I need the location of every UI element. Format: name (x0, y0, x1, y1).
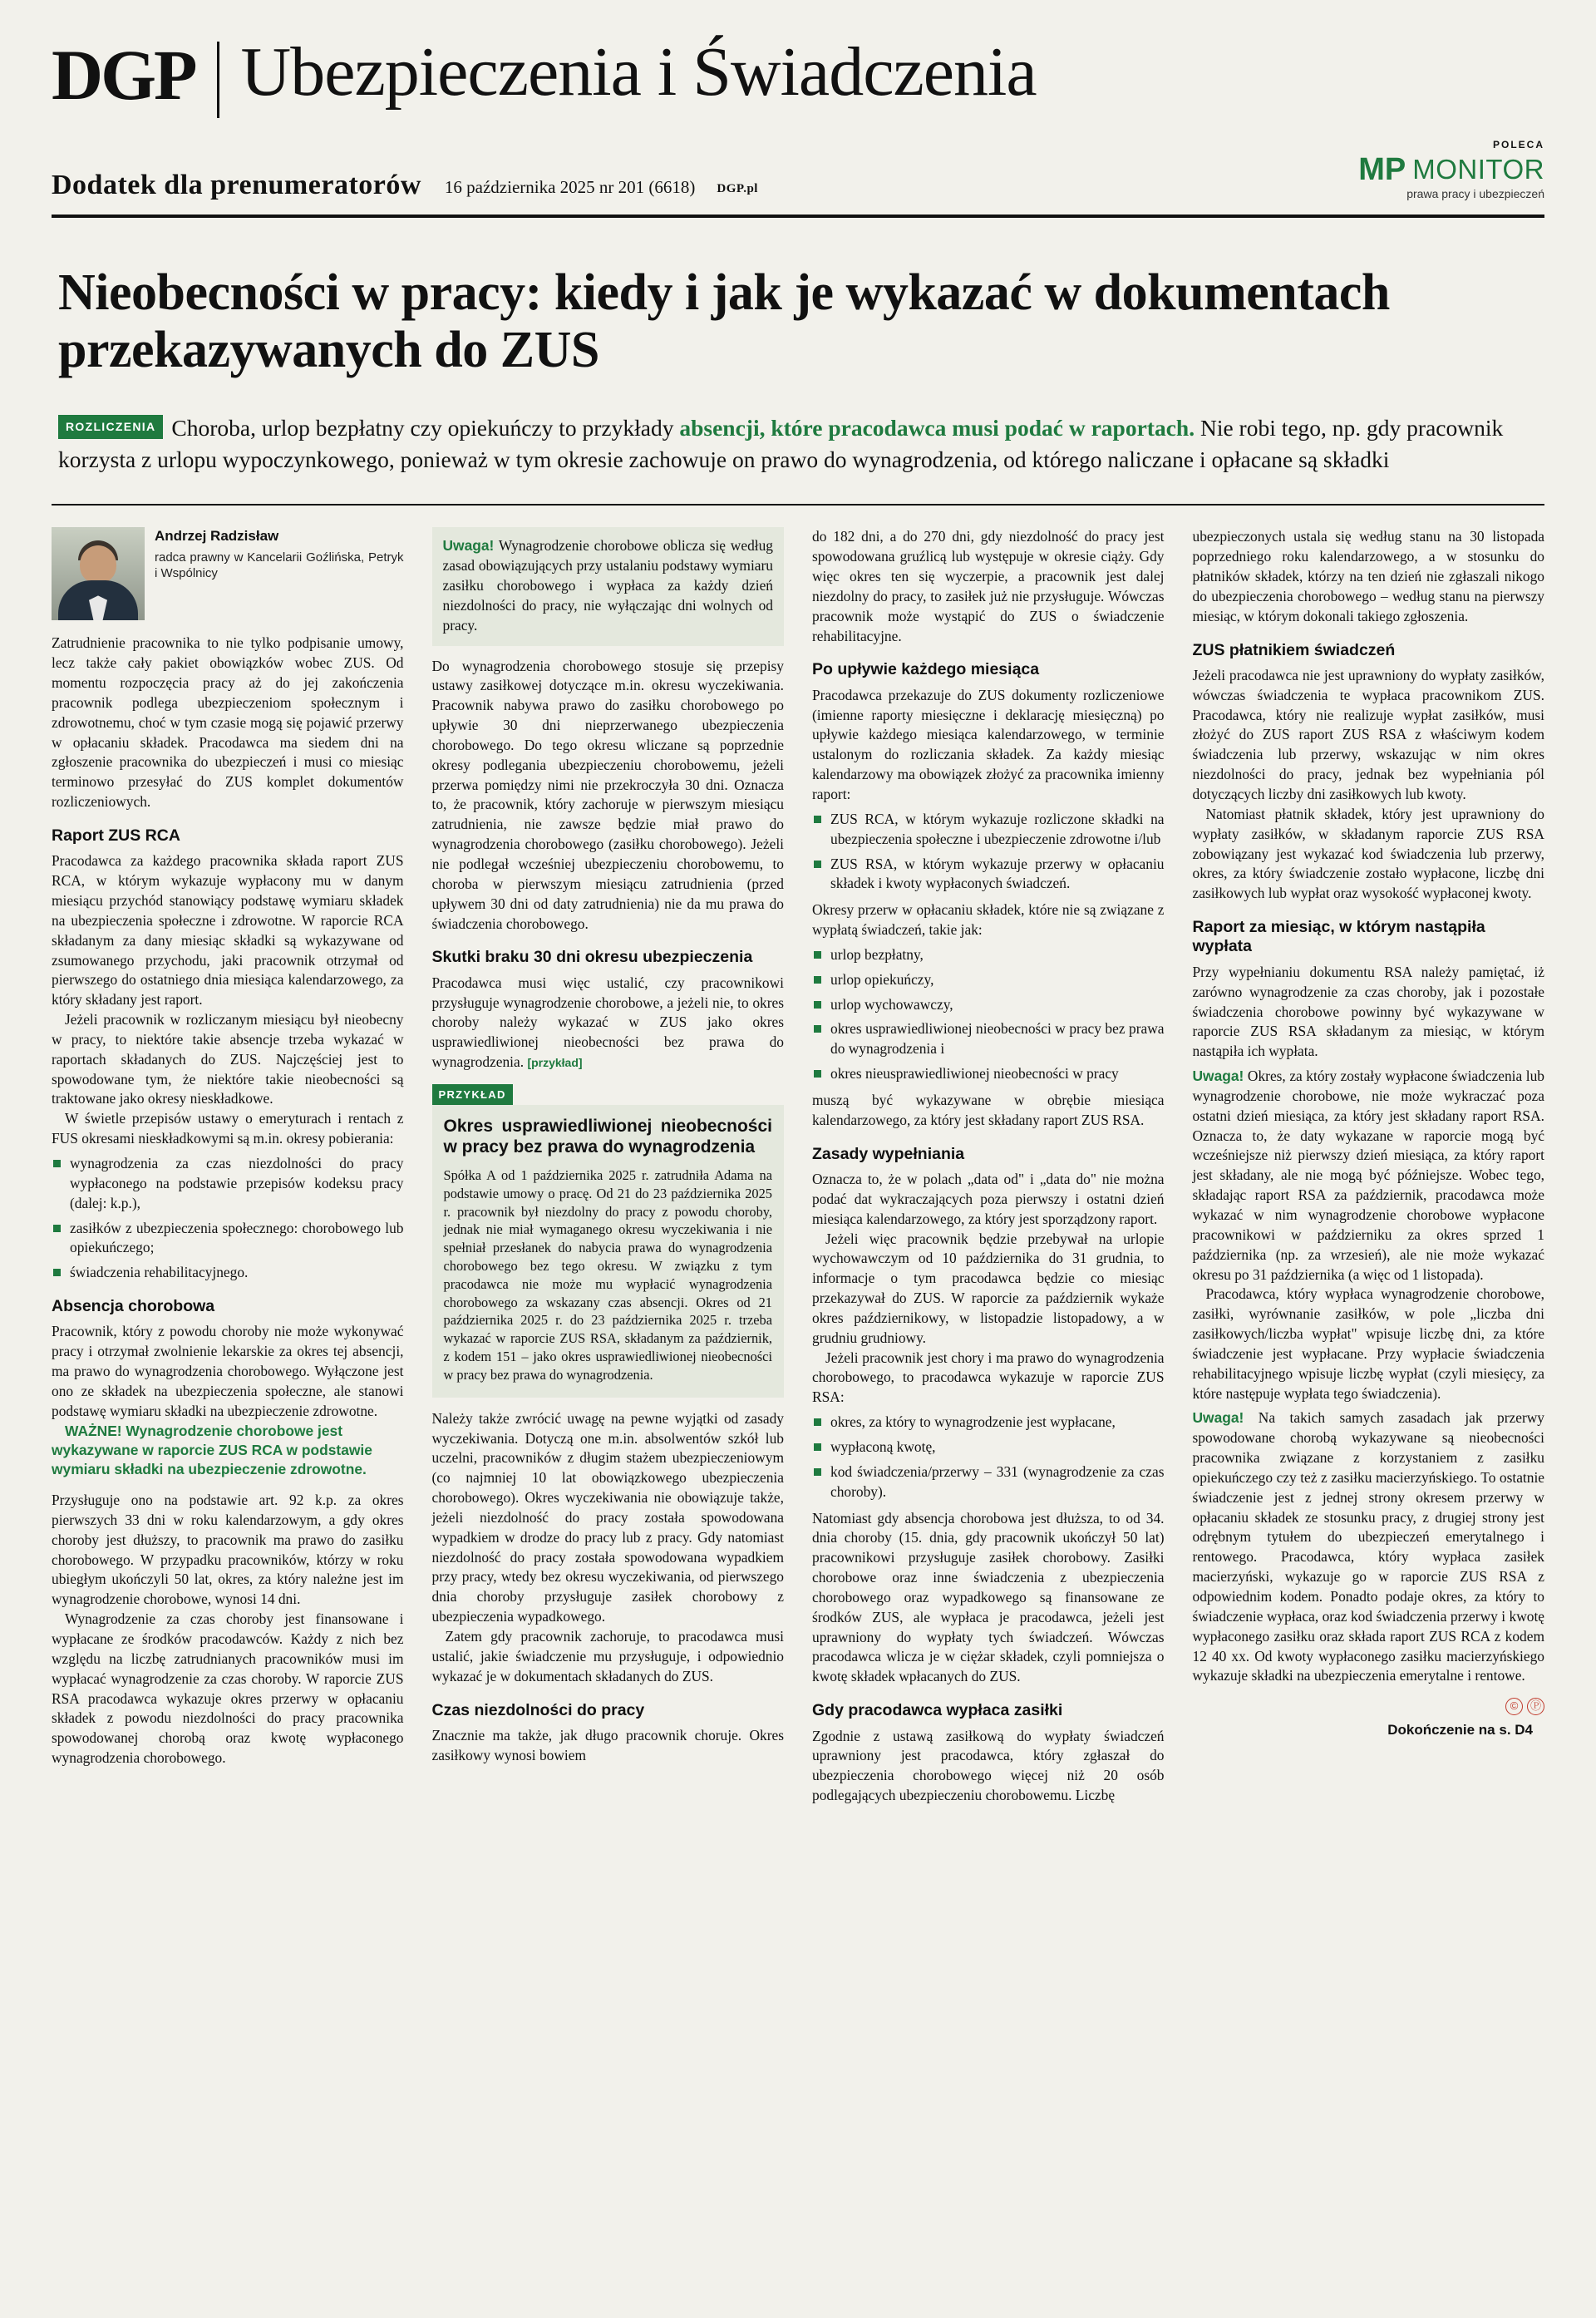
wazne-text: Wynagrodzenie chorobowe jest wykazywane w raporcie ZUS RCA w podstawie wymiaru składki na ubezpieczenie zdrowotne. (52, 1422, 372, 1477)
paragraph: Okresy przerw w opłacaniu składek, które nie są związane z wypłatą świadczeń, takie jak: (812, 901, 1165, 939)
list-rsa-wynagrodzenie (812, 1413, 1165, 1502)
section-heading-czas-niezdolnosci: Czas niezdolności do pracy (431, 1700, 645, 1719)
section-heading-po-uplywie-miesiaca: Po upływie każdego miesiąca (812, 660, 1040, 679)
masthead (52, 33, 1544, 118)
paragraph: Natomiast gdy absencja chorobowa jest dłuższa, to od 34. dnia choroby (15. dnia, gdy pracownik ukończył 50 lat) pracownikowi przysługuje zasiłek chorobowy. Zasiłki chorobowe oraz inne świadczenia z ubezpieczenia chorobowego oraz wypadkowego są finansowane ze środków ZUS, ale wypłaca je pracodawca, jeżeli jest uprawniony do wypłaty tych świadczeń. Wówczas pracodawca wlicza je w ciężar składek, czyli pomniejsza o kwotę składek wpłacanych do ZUS. (812, 1509, 1165, 1685)
paragraph: do 182 dni, a do 270 dni, gdy niezdolność do pracy jest spowodowana gruźlicą lub występuje w okresie ciąży. Gdy więc okres ten się wyczerpie, a pracownik jest dalej niezdolny do pracy, to zasiłek już nie przysługuje. Wówczas pracownik może wystąpić do ZUS o świadczenie rehabilitacyjne. (812, 528, 1165, 644)
list-item: zasiłków z ubezpieczenia społecznego: chorobowego lub opiekuńczego; (52, 1219, 404, 1259)
copyright-icon: © (1505, 1698, 1523, 1715)
list-item: świadczenia rehabilitacyjnego. (52, 1263, 404, 1283)
paragraph: Przy wypełnianiu dokumentu RSA należy pamiętać, iż zarówno wynagrodzenie za czas choroby, jak i pozostałe świadczenia chorobowe powinny być wykazywane w raporcie ZUS RSA składanym za miesiąc, w którym nastąpiła ich wypłata. (1192, 963, 1544, 1060)
column-1 (52, 527, 404, 1806)
lead-highlight: absencji, które pracodawca musi podać w raportach. (679, 415, 1195, 441)
list-item: wypłaconą kwotę, (812, 1438, 1165, 1457)
copyright-marks (1193, 1698, 1545, 1715)
paragraph: Pracodawca za każdego pracownika składa raport ZUS RCA, w którym wykazuje wypłacony mu w danym miesiącu przychód stanowiący podstawę wymiaru składek na ubezpieczenia społeczne i zdrowotne. W raporcie RCA składanym za dany miesiąc składki są wykazywane od zsumowanego przychodu, jaki pracownik otrzymał od pierwszego do ostatniego dnia miesiąca kalendarzowego, za który składany jest raport. (52, 852, 404, 1009)
masthead-rule (52, 215, 1544, 218)
masthead-title: Ubezpieczenia i Świadczenia (240, 33, 1037, 111)
uwaga-label: Uwaga! (442, 537, 495, 555)
list-item: urlop opiekuńczy, (812, 970, 1165, 990)
list-item: okres, za który to wynagrodzenie jest wypłacane, (812, 1413, 1165, 1433)
section-heading-raport-za-miesiac: Raport za miesiąc, w którym nastąpiła wypłata (1192, 918, 1485, 956)
paragraph: Jeżeli pracownik w rozliczanym miesiącu był nieobecny w pracy, to niektóre takie absencje trzeba wykazać w raportach składanych do ZUS. Najczęściej jest to spowodowane tym, że niektóre takie nieobecności są traktowane jako okresy nieskładkowe. (52, 1011, 404, 1107)
author-photo (52, 527, 145, 620)
section-heading-zasady-wypelniania: Zasady wypełniania (812, 1144, 965, 1163)
category-badge: ROZLICZENIA (58, 415, 163, 438)
paragraph: Zgodnie z ustawą zasiłkową do wypłaty świadczeń uprawniony jest pracodawca, który zgłaszał do ubezpieczenia chorobowego więcej niż 20 osób podlegających ubezpieczeniu chorobowemu. Liczbę (812, 1727, 1165, 1804)
paragraph: ubezpieczonych ustala się według stanu na 30 listopada poprzedniego roku kalendarzowego, a w stosunku do płatników składek, którzy na ten dzień nie zgłaszali nikogo do ubezpieczenia chorobowego – według stanu na pierwszy miesiąc, w którym dokonali takiego zgłoszenia. (1192, 528, 1544, 624)
column-2 (432, 527, 785, 1806)
przyklad-badge: PRZYKŁAD (432, 1084, 513, 1105)
list-przerwy (812, 945, 1165, 1084)
uwaga-text: Na takich samych zasadach jak przerwy spowodowane chorobą wykazywane są nieobecności pracownika związane z korzystaniem z zasiłku opiekuńczego czy też z zasiłku macierzyńskiego. To ostatnie świadczenie jest z jednej strony okresem przerwy w opłacaniu składek ze stosunku pracy, z drugiej strony jest odrębnym tytułem do ubezpieczeń emerytalnego i rentowego. Pracodawca, który wypłaca zasiłek macierzyński, wykazuje go w raporcie ZUS RSA z odpowiednim kodem. Ponadto podaje okres, za który to świadczenie wypłaca, oraz kod świadczenia przerwy i kwotę wypłaconego zasiłku oraz składa raport ZUS RCA z kodem 12 40 xx. Od kwoty wypłaconego zasiłku macierzyńskiego wykazuje składki na ubezpieczenia emerytalne i rentowe. (1192, 1409, 1544, 1684)
paragraph (432, 974, 785, 1073)
paragraph: Pracodawca, który wypłaca wynagrodzenie chorobowe, zasiłki, wyrównanie zasiłków, w pole „liczba dni zasiłkowych/liczba wypłat" wpisuje liczbę dni, za które świadczenie jest wypłacane. Przy wypłacie świadczenia rehabilitacyjnego wpisuje liczbę wypłat (czyli miesięcy, za które następuje wypłata tego świadczenia). (1192, 1285, 1544, 1402)
list-item: kod świadczenia/przerwy – 331 (wynagrodzenie za czas choroby). (812, 1462, 1165, 1502)
paragraph: muszą być wykazywane w obrębie miesiąca kalendarzowego, za który jest składany raport ZUS RSA. (812, 1091, 1165, 1128)
lead-rule (52, 504, 1544, 506)
paragraph: Jeżeli pracownik jest chory i ma prawo do wynagrodzenia chorobowego, to pracodawca wykazuje w raporcie ZUS RSA: (812, 1349, 1165, 1406)
paragraph: Znacznie ma także, jak długo pracownik choruje. Okres zasiłkowy wynosi bowiem (431, 1726, 784, 1763)
paragraph: Zatrudnienie pracownika to nie tylko podpisanie umowy, lecz także cały pakiet obowiązków wobec ZUS. Od momentu rozpoczęcia pracy aż do jej zakończenia pracownik podlega ubezpieczeniom społecznym i zdrowotnemu, choć w tym czasie mogą się pojawić przerwy w opłacaniu składek. Pracodawca ma siedem dni na zgłoszenie pracownika do ubezpieczeń i musi co miesiąc terminowo przesyłać do ZUS komplet dokumentów rozliczeniowych. (52, 634, 404, 811)
list-okresy-nieskladkowe (52, 1154, 404, 1283)
list-item: okres usprawiedliwionej nieobecności w pracy bez prawa do wynagrodzenia i (812, 1019, 1165, 1059)
masthead-divider (217, 42, 219, 118)
paragraph: Natomiast płatnik składek, który jest uprawniony do wypłaty zasiłków, w składanym raporcie ZUS RSA zobowiązany jest wykazać kod świadczenia lub przerwy, okres, za który świadczenie zostało wypłacone, liczbę dni zasiłkowych lub wypłat oraz wysokość wypłaconej kwoty. (1192, 805, 1544, 902)
dgp-logo: DGP (52, 35, 195, 115)
wazne-note (52, 1422, 404, 1479)
uwaga-box (432, 527, 785, 645)
section-heading-absencja-chorobowa: Absencja chorobowa (52, 1297, 215, 1316)
list-item: ZUS RCA, w którym wykazuje rozliczone składki na ubezpieczenia społeczne i ubezpieczenie zdrowotne i/lub (812, 810, 1165, 850)
list-item: urlop bezpłatny, (812, 945, 1165, 965)
published-icon: Ⓟ (1527, 1698, 1544, 1715)
list-item: wynagrodzenia za czas niezdolności do pracy wypłaconego na podstawie przepisów kodeksu pracy (dalej: k.p.), (52, 1154, 404, 1214)
site-url[interactable]: DGP.pl (717, 181, 758, 195)
paragraph: Przysługuje ono na podstawie art. 92 k.p. za okres pierwszych 33 dni w roku kalendarzowym, a gdy okres choroby jest dłuższy, to pracownik ma prawo do zasiłku chorobowego. W przypadku pracowników, którzy w roku ubiegłym ukończyli 50 lat, okres, za który należne jest im wynagrodzenie chorobowe, wynosi 14 dni. (52, 1492, 404, 1608)
paragraph: W świetle przepisów ustawy o emeryturach i rentach z FUS okresami nieskładkowymi są m.in. okresy pobierania: (52, 1110, 404, 1147)
uwaga-text: Okres, za który zostały wypłacone świadczenia lub wynagrodzenie chorobowe, nie może wykraczać poza ostatni dzień miesiąca, za który jest składany raport RSA. Oznacza to, że daty wykazane w raporcie mogą być wcześniejsze niż pierwszy dzień miesiąca, za który raport jest składany, ale nie mogą być późniejsze. Wobec tego, składając raport RSA za październik, pracodawca może wykazać w nim wynagrodzenie chorobowe wypłacone pracownikowi w październiku za okres sprzed 1 października (np. za wrzesień), ale nie może wykazać okresu po 31 października (a więc od 1 listopada). (1192, 1068, 1544, 1283)
author-role: radca prawny w Kancelarii Goźlińska, Petryk i Wspólnicy (155, 550, 404, 581)
list-raporty (812, 810, 1165, 894)
wazne-label: WAŻNE! (65, 1422, 122, 1439)
paragraph: Jeżeli więc pracownik będzie przebywał na urlopie wychowawczym od 10 października do 31 grudnia, to informacje o tym pracodawca będzie co miesiąc przekazywał do ZUS. W raporcie za październik wykaże okres październikowy, w listopadzie listopadowy, a w grudniu grudniowy. (812, 1230, 1165, 1346)
section-heading-skutki-braku-30-dni: Skutki braku 30 dni okresu ubezpieczenia (431, 948, 753, 967)
section-heading-zus-platnikiem: ZUS płatnikiem świadczeń (1192, 640, 1396, 659)
column-3 (812, 527, 1165, 1806)
continuation-label[interactable]: Dokończenie na s. D4 (1387, 1722, 1533, 1738)
paragraph: Jeżeli pracodawca nie jest uprawniony do wypłaty zasiłków, wówczas świadczenia te wypłaca pracownikom ZUS. Pracodawca, który nie realizuje wypłat zasiłków, musi złożyć do ZUS raport ZUS RSA z właściwym kodem świadczenia lub przerwy, wskazując w nim okres niezdolności do pracy, jednak bez wypełniania pól dotyczących liczby dni zasiłkowych lub kwoty. (1192, 666, 1544, 802)
promo-name: MONITOR (1412, 154, 1544, 185)
paragraph: Do wynagrodzenia chorobowego stosuje się przepisy ustawy zasiłkowej dotyczące m.in. okresu wyczekiwania. Pracownik nabywa prawo do zasiłku chorobowego po upływie 30 dni nieprzerwanego ubezpieczenia chorobowego. Do tego okresu wliczane są poprzednie okresy podlegania ubezpieczeniu chorobowemu, jeżeli przerwa pomiędzy nimi nie przekroczyła 30 dni. Oznacza to, że pracownik, który zachoruje w pierwszym miesiącu zatrudnienia, nie zawsze będzie miał prawo do wynagrodzenia chorobowego (zasiłku chorobowego). Jeżeli nie podlegał wcześniej ubezpieczeniu chorobowemu, to choroba w pierwszym miesiącu zatrudnienia (przed upływem 30 dni od daty zatrudnienia) nie da mu prawa do świadczenia chorobowego. (431, 657, 784, 932)
list-item: ZUS RSA, w którym wykazuje przerwy w opłacaniu składek i kwoty wypłaconych świadczeń. (812, 855, 1165, 895)
paragraph: Wynagrodzenie za czas choroby jest finansowane i wypłacane ze środków pracodawców. Każdy z nich bez względu na liczbę zatrudnianych pracowników musi im wypłacać wynagrodzenie za czas choroby. W raporcie ZUS RSA pracodawca wykazuje okres przerwy w opłacaniu składek z powodu niezdolności do pracy pracownika spowodowanej chorobą oraz kwotę wypłaconego wynagrodzenia chorobowego. (52, 1610, 404, 1767)
przyklad-paragraph: Spółka A od 1 października 2025 r. zatrudniła Adama na podstawie umowy o pracę. Od 21 do 23 października 2025 r. pracownik był niezdolny do pracy z powodu choroby, jednak nie miał wymaganego okresu wyczekiwania i nie spełniał przesłanek do nabycia prawa do wynagrodzenia chorobowego bez tego okresu. W związku z tym pracodawca nie może mu wypłacić wynagrodzenia chorobowego za wskazany czas absencji. Okres od 21 października 2025 r. do 23 października 2025 r. trzeba wykazać w raporcie ZUS RSA, składanym za październik, z kodem 151 – jako okres usprawiedliwionej nieobecności w pracy bez prawa do wynagrodzenia. (443, 1166, 772, 1383)
paragraph: Pracodawca przekazuje do ZUS dokumenty rozliczeniowe (imienne raporty miesięczne i deklarację miesięczną) po upływie każdego miesiąca kalendarzowego, w terminie ustalonym do rozliczania składek. Za każdy miesiąc kalendarzowy ma obowiązek złożyć za pracownika imienny raport: (812, 686, 1165, 802)
promo-block (1358, 140, 1544, 201)
paragraph: Należy także zwrócić uwagę na pewne wyjątki od zasady wyczekiwania. Dotyczą one m.in. absolwentów szkół lub uczelni, pracowników z długim stażem ubezpieczeniowym (co najmniej 10 lat obowiązkowego ubezpieczenia chorobowego). Okres wyczekiwania nie obowiązuje także, jeżeli niezdolność do pracy została spowodowana wypadkiem w drodze do pracy lub z pracy. Gdy natomiast niezdolność do pracy została spowodowana wypadkiem przy pracy, wtedy bez okresu wyczekiwania, od pierwszego dnia choroby przysługuje zasiłek chorobowy z ubezpieczenia wypadkowego. (431, 1409, 784, 1625)
section-heading-gdy-pracodawca-wyplaca: Gdy pracodawca wypłaca zasiłki (812, 1701, 1063, 1720)
author-block (52, 527, 404, 620)
paragraph-text: Pracodawca musi więc ustalić, czy pracownikowi przysługuje wynagrodzenie chorobowe, a jeżeli nie, to okres choroby należy wykazać w ZUS jako okres usprawiedliwionej nieobecności bez prawa do wynagrodzenia. (431, 974, 784, 1071)
promo-brand (1358, 152, 1544, 188)
supplement-label: Dodatek dla prenumeratorów (52, 169, 421, 200)
list-item: urlop wychowawczy, (812, 995, 1165, 1015)
mp-logo-icon: MP (1358, 152, 1406, 188)
przyklad-box (432, 1105, 785, 1398)
lead-part-2: Nie robi tego, np. gdy pracownik korzysta z urlopu wypoczynkowego, ponieważ w tym okresie zachowuje on prawo do wynagrodzenia, od którego naliczane i opłacane są składki (58, 415, 1504, 473)
promo-label: POLECA (1492, 139, 1544, 150)
uwaga-label: Uwaga! (1192, 1409, 1244, 1427)
page-title: Nieobecności w pracy: kiedy i jak je wykazać w dokumentach przekazywanych do ZUS (58, 264, 1390, 379)
paragraph: Pracownik, który z powodu choroby nie może wykonywać pracy i otrzymał zwolnienie lekarskie za okres tej absencji, ma prawo do wynagrodzenia chorobowego. Wyłączone jest ono ze składek na ubezpieczenia społeczne, ale stanowi podstawę wymiaru składki na ubezpieczenie zdrowotne. (52, 1323, 404, 1419)
lead-part-1: Choroba, urlop bezpłatny czy opiekuńczy to przykłady (171, 415, 680, 441)
uwaga-label: Uwaga! (1192, 1068, 1244, 1085)
przyklad-reference[interactable]: [przykład] (527, 1056, 583, 1070)
paragraph: Zatem gdy pracownik zachoruje, to pracodawca musi ustalić, jakie świadczenie mu przysługuje, i odpowiednio wykazać je w dokumentach składanych do ZUS. (431, 1628, 784, 1684)
promo-subtitle: prawa pracy i ubezpieczeń (1406, 187, 1544, 201)
uwaga-text: Wynagrodzenie chorobowe oblicza się według zasad obowiązujących przy ustalaniu podstawy wymiaru zasiłku chorobowego i wypłaca za każdy dzień niezdolności do pracy, nie wyłączając dni wolnych od pracy. (442, 537, 773, 634)
article-columns (52, 527, 1544, 1806)
issue-date: 16 października 2025 nr 201 (6618) (444, 176, 696, 197)
column-4 (1193, 527, 1545, 1806)
list-item: okres nieusprawiedliwionej nieobecności w pracy (812, 1064, 1165, 1084)
paragraph: Oznacza to, że w polach „data od" i „data do" nie można podać dat wykraczających poza pierwszy i ostatni dzień miesiąca kalendarzowego, za który jest sporządzony raport. (812, 1171, 1165, 1227)
author-name: Andrzej Radzisław (155, 528, 279, 545)
section-heading-raport-rca: Raport ZUS RCA (52, 826, 180, 845)
uwaga-note-1 (1193, 1067, 1545, 1285)
article-lead (58, 412, 1538, 476)
uwaga-note-2 (1193, 1408, 1545, 1686)
masthead-subrow (52, 140, 1544, 201)
przyklad-title: Okres usprawiedliwionej nieobecności w pracy bez prawa do wynagrodzenia (443, 1116, 772, 1157)
continuation-note (1193, 1720, 1545, 1740)
